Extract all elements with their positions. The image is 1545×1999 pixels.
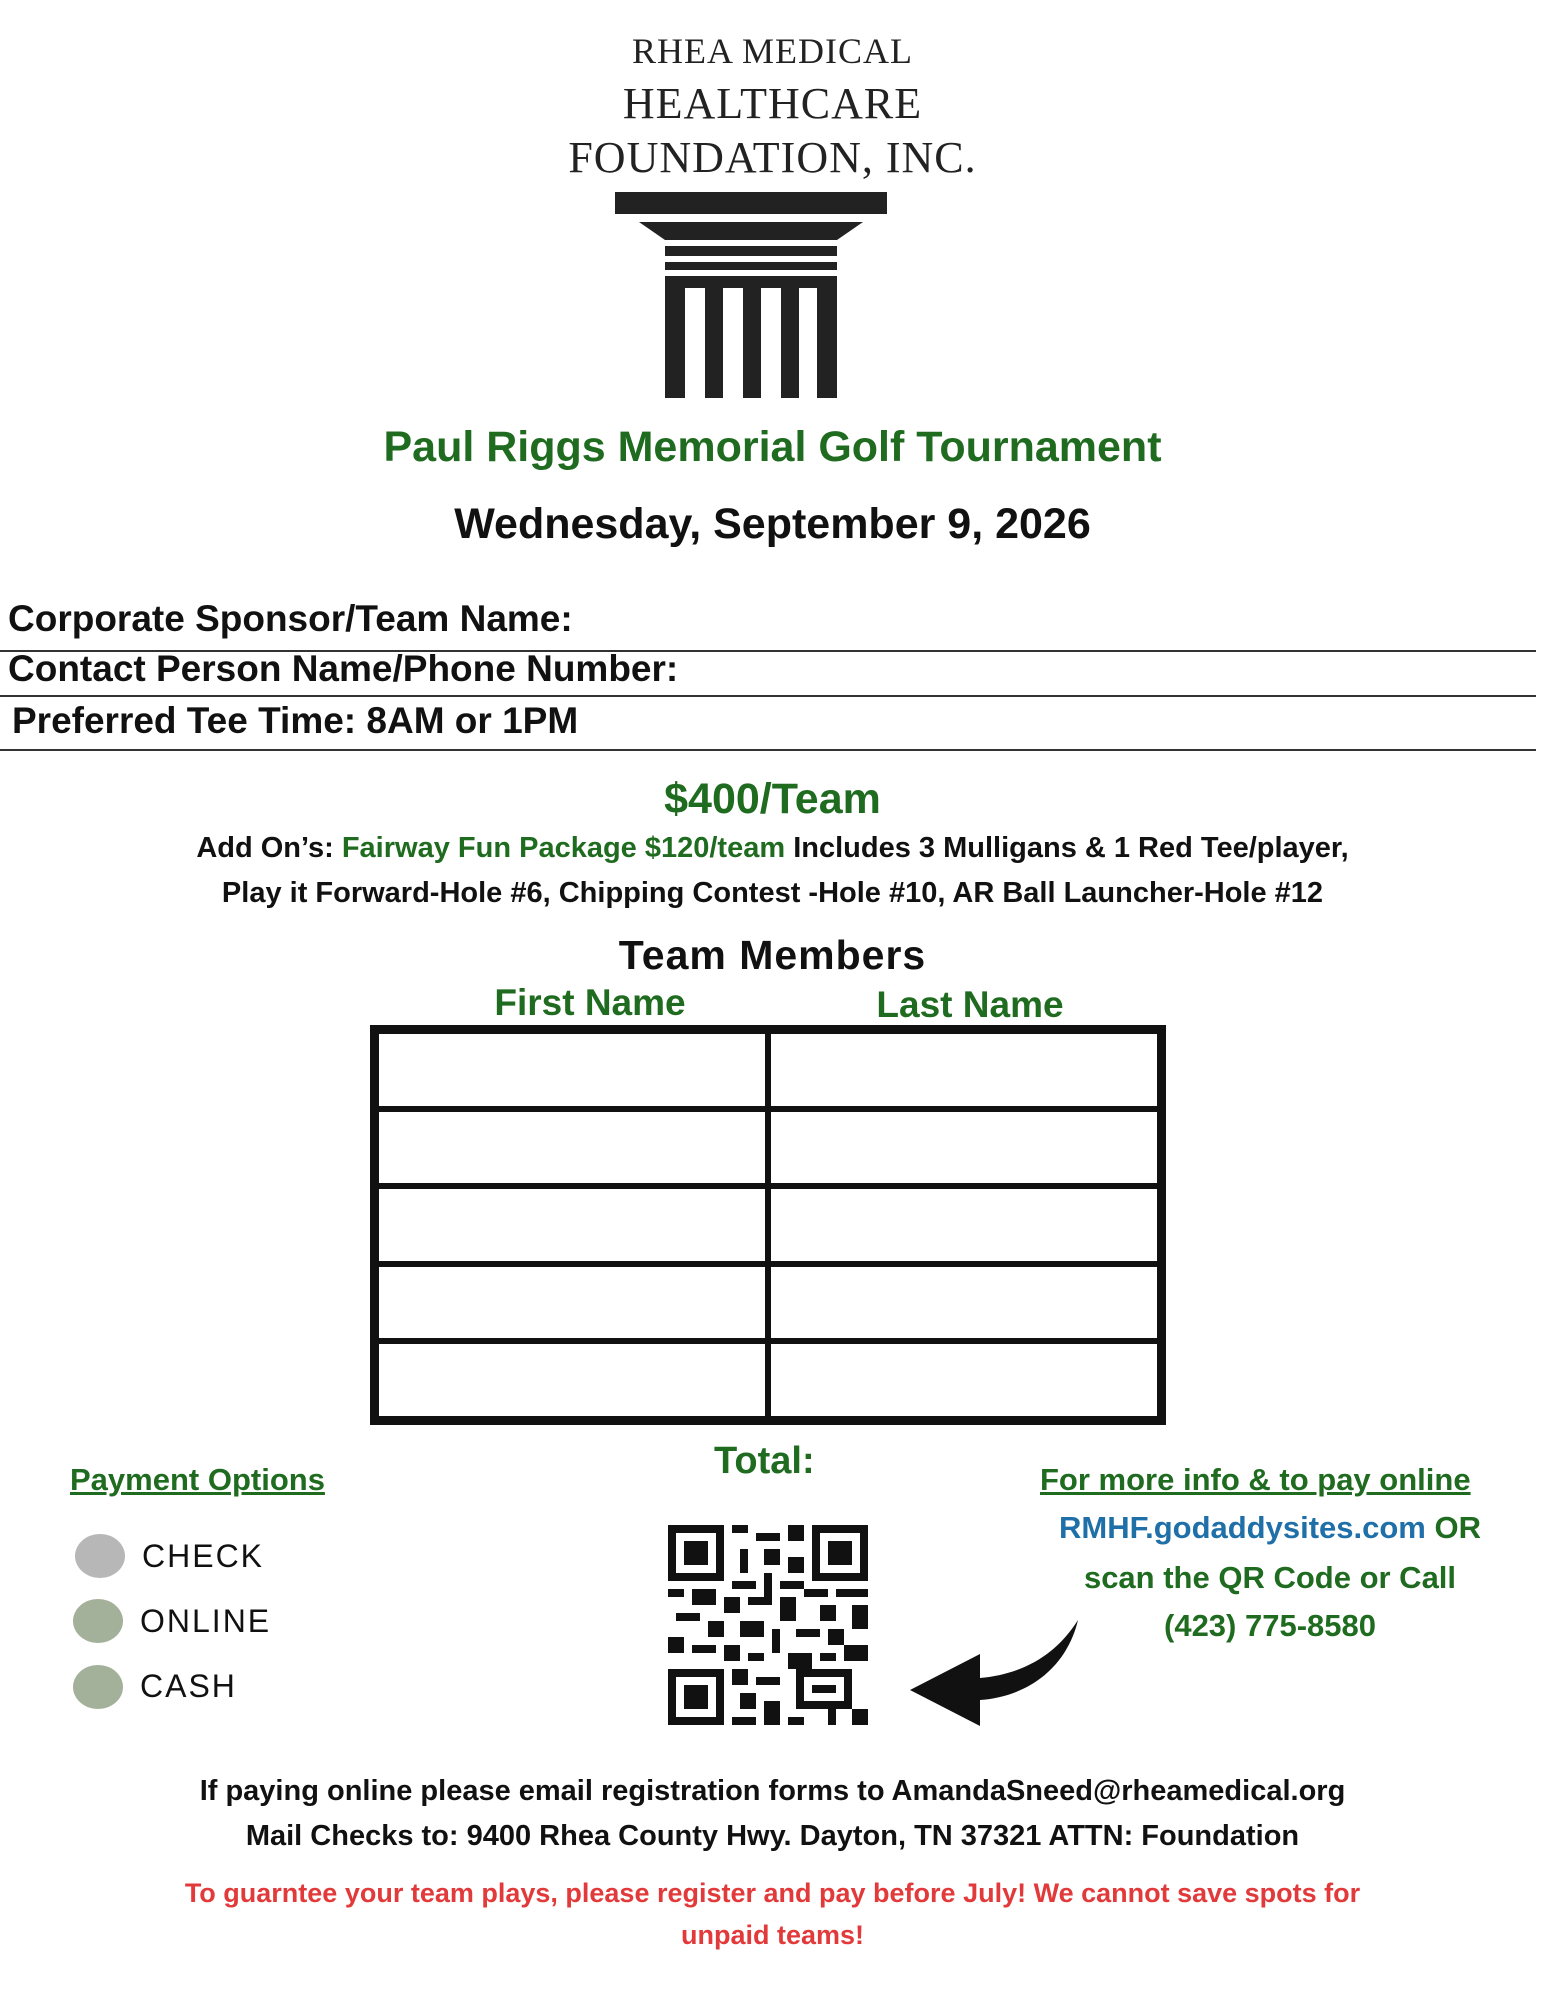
contact-label: Contact Person Name/Phone Number:	[8, 648, 679, 689]
cash-option-label: CASH	[140, 1668, 237, 1704]
team-price: $400/Team	[664, 775, 881, 823]
last-name-header: Last Name	[876, 984, 1064, 1025]
tee-time-field[interactable]	[0, 749, 1536, 751]
qr-code-icon[interactable]	[668, 1525, 868, 1725]
first-name-header: First Name	[494, 982, 686, 1023]
logo-line-1: RHEA MEDICAL	[632, 31, 913, 71]
first-name-cell-2[interactable]	[376, 1109, 768, 1187]
cash-option-circle[interactable]	[73, 1665, 123, 1709]
first-name-cell-3[interactable]	[376, 1186, 768, 1264]
team-members-table	[370, 1025, 1166, 1425]
last-name-cell-5[interactable]	[768, 1341, 1160, 1419]
addons-line-1	[0, 832, 1545, 865]
info-qr-line: scan the QR Code or Call	[1083, 1560, 1457, 1595]
warning-line-1: To guarntee your team plays, please register and pay before July! We cannot save spots for	[184, 1878, 1361, 1908]
last-name-cell-4[interactable]	[768, 1264, 1160, 1342]
logo-line-3: FOUNDATION, INC.	[568, 133, 977, 182]
info-or: OR	[1434, 1510, 1481, 1545]
tee-time-label: Preferred Tee Time: 8AM or 1PM	[12, 700, 579, 741]
online-option-circle[interactable]	[73, 1599, 123, 1643]
website-link[interactable]: RMHF.godaddysites.com	[1058, 1510, 1426, 1545]
last-name-cell-3[interactable]	[768, 1186, 1160, 1264]
email-instructions: If paying online please email registration forms to AmandaSneed@rheamedical.org	[199, 1775, 1346, 1807]
addons-label: Add On’s:	[196, 832, 334, 864]
last-name-cell-2[interactable]	[768, 1109, 1160, 1187]
team-members-heading: Team Members	[618, 932, 927, 978]
info-site-line	[1010, 1510, 1530, 1546]
last-name-cell-1[interactable]	[768, 1031, 1160, 1109]
first-name-cell-4[interactable]	[376, 1264, 768, 1342]
mail-instructions: Mail Checks to: 9400 Rhea County Hwy. Dayton, TN 37321 ATTN: Foundation	[245, 1820, 1300, 1852]
first-name-cell-5[interactable]	[376, 1341, 768, 1419]
contact-field[interactable]	[0, 695, 1536, 697]
addons-package: Fairway Fun Package $120/team	[341, 832, 786, 864]
payment-options-heading: Payment Options	[70, 1462, 325, 1497]
event-title: Paul Riggs Memorial Golf Tournament	[383, 423, 1162, 471]
sponsor-label: Corporate Sponsor/Team Name:	[8, 598, 573, 639]
addons-includes: Includes 3 Mulligans & 1 Red Tee/player,	[793, 832, 1349, 864]
pillar-logo-icon	[611, 192, 891, 402]
more-info-heading: For more info & to pay online	[1040, 1462, 1471, 1497]
first-name-cell-1[interactable]	[376, 1031, 768, 1109]
online-option-label: ONLINE	[140, 1603, 272, 1639]
check-option-circle[interactable]	[75, 1534, 125, 1578]
total-label: Total:	[714, 1440, 815, 1482]
info-phone: (423) 775-8580	[1164, 1608, 1376, 1643]
check-option-label: CHECK	[142, 1538, 265, 1574]
event-date: Wednesday, September 9, 2026	[454, 500, 1091, 548]
warning-line-2: unpaid teams!	[680, 1920, 865, 1950]
logo-line-2: HEALTHCARE	[622, 79, 923, 128]
addons-line-2: Play it Forward-Hole #6, Chipping Contest -Hole #10, AR Ball Launcher-Hole #12	[221, 877, 1324, 909]
